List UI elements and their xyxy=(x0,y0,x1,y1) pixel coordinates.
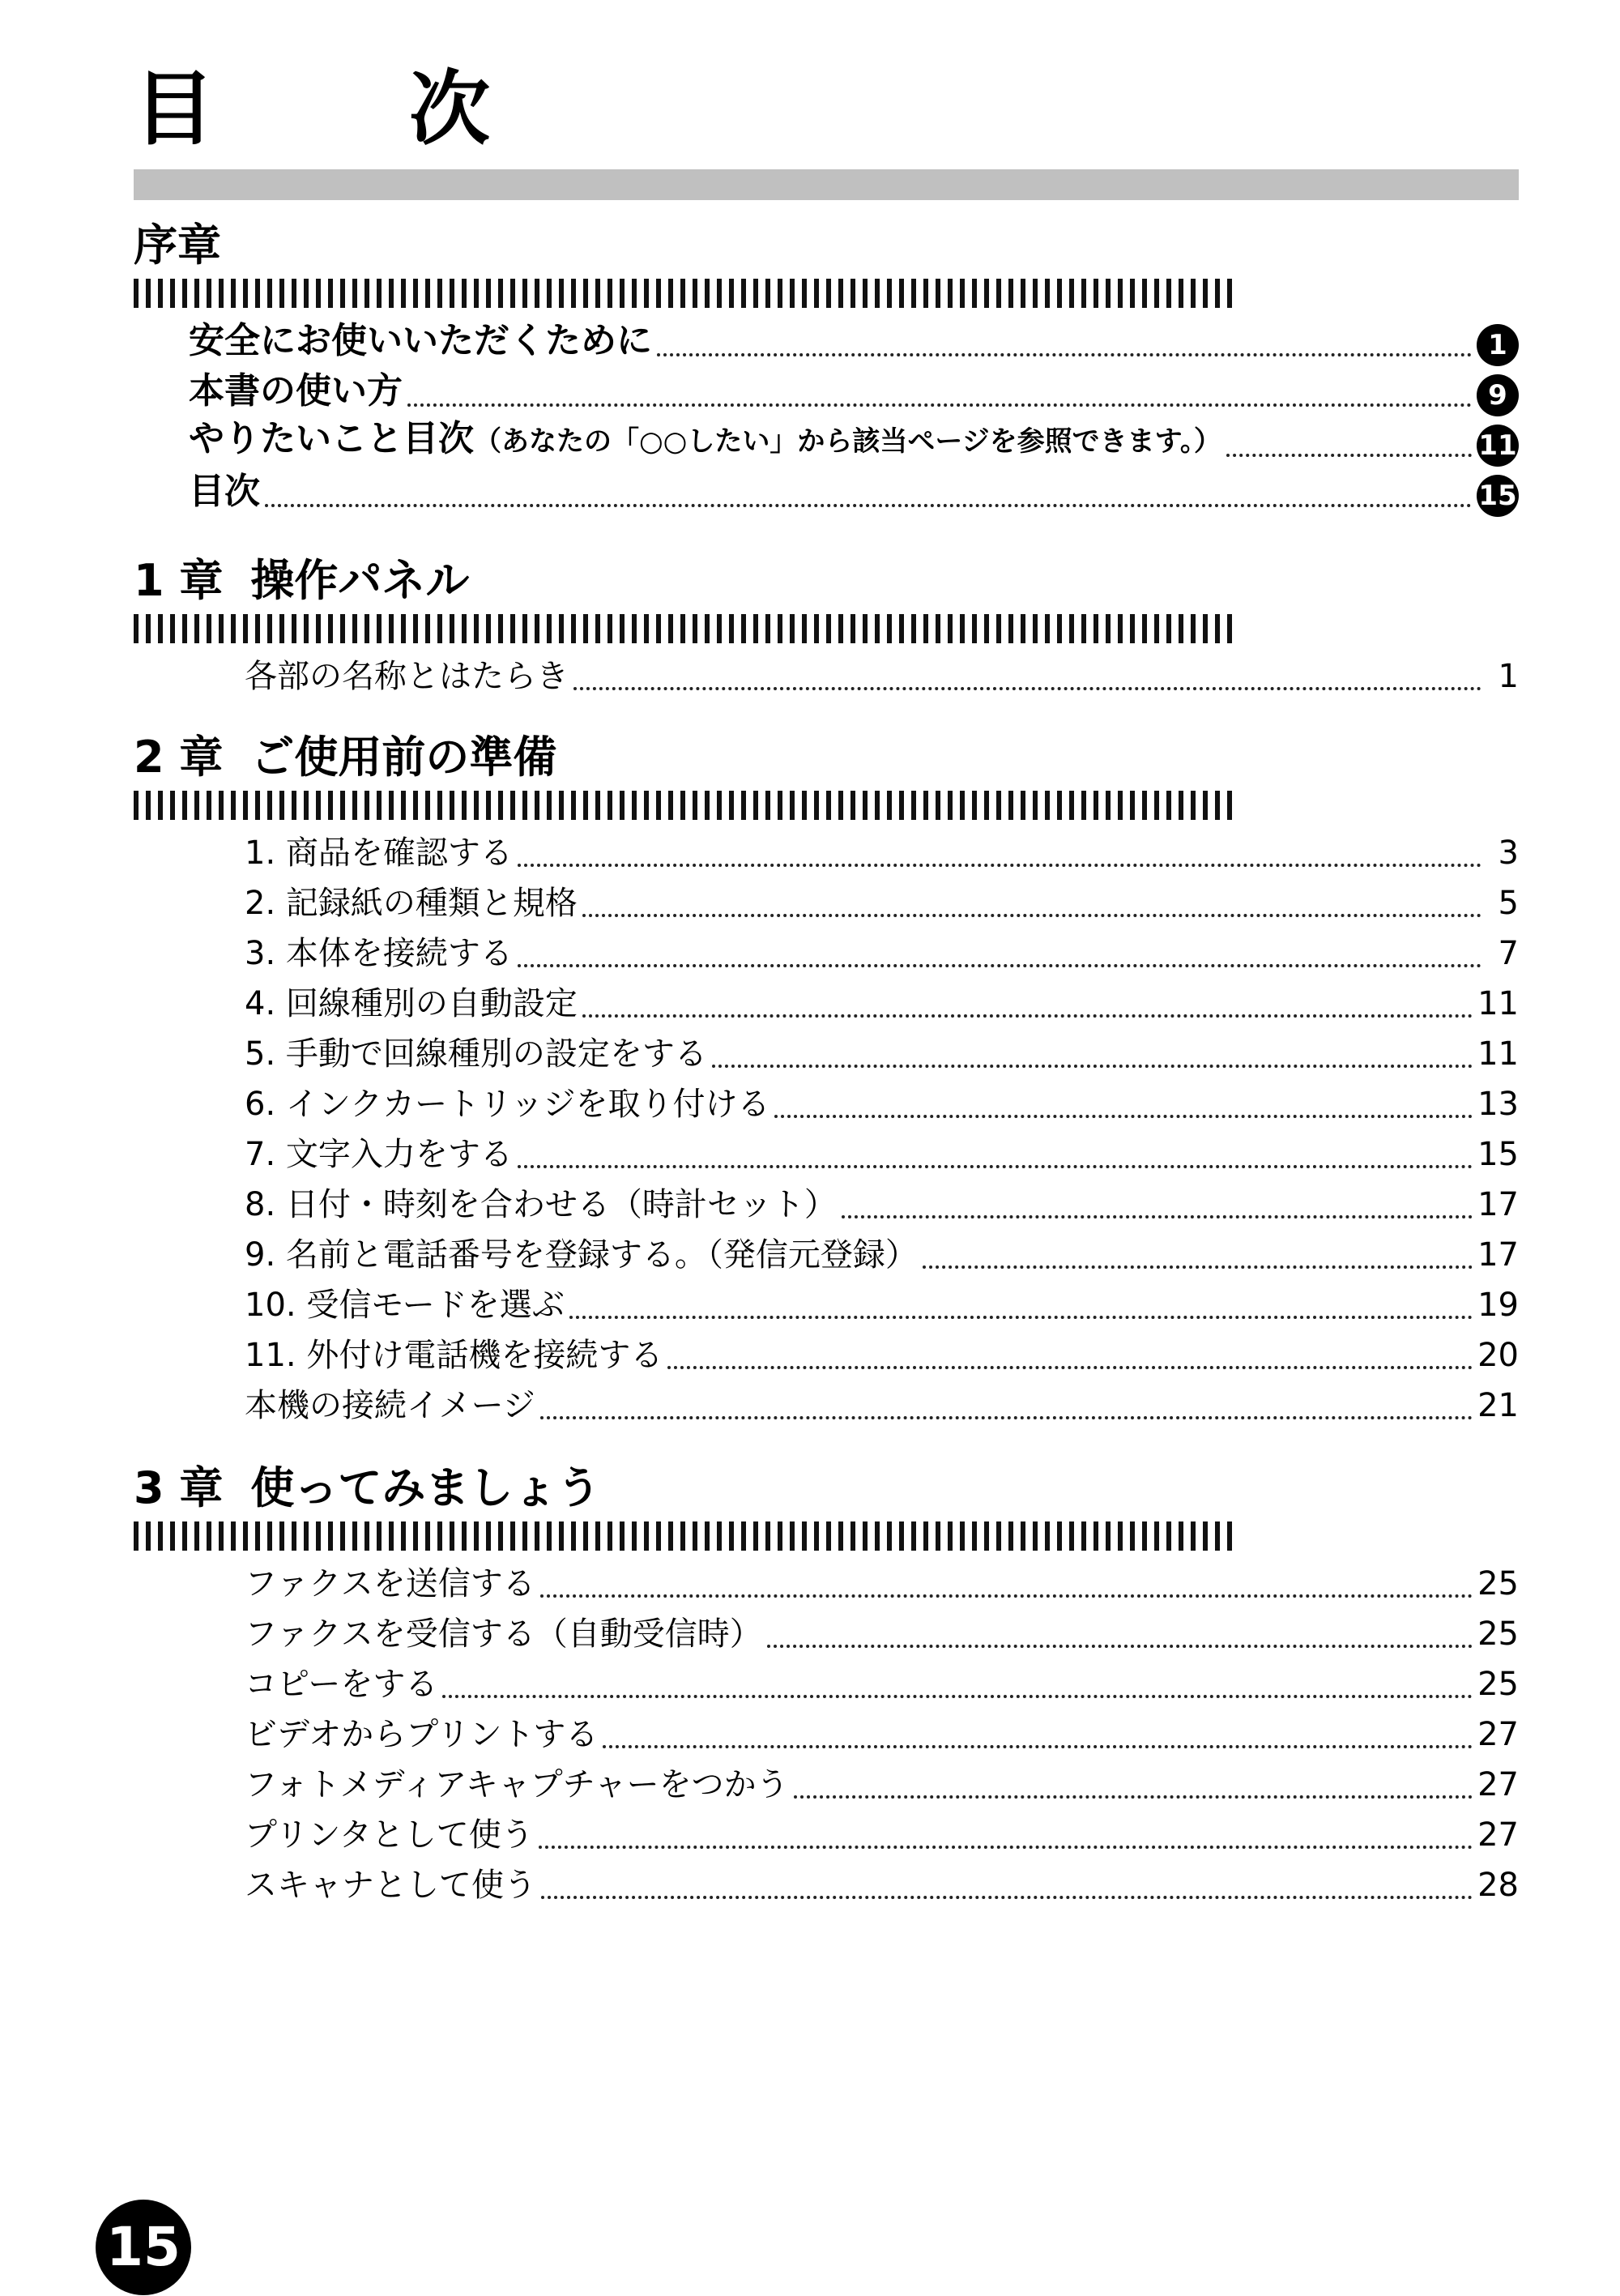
toc-item-page: 25 xyxy=(1477,1666,1519,1703)
toc-item[interactable] xyxy=(245,1029,1519,1079)
toc-item-page: 13 xyxy=(1477,1086,1519,1123)
chapter-heading xyxy=(134,729,1519,786)
toc-item-label: 10. 受信モードを選ぶ xyxy=(245,1287,565,1324)
toc-item[interactable] xyxy=(245,1180,1519,1230)
dot-leader xyxy=(794,1795,1473,1799)
chapter-heading xyxy=(134,1460,1519,1517)
dot-leader xyxy=(667,1366,1473,1369)
toc-item-label: 8. 日付・時刻を合わせる（時計セット） xyxy=(245,1186,837,1223)
toc-item-label: プリンタとして使う xyxy=(245,1816,534,1854)
toc-item-page: 28 xyxy=(1477,1867,1519,1904)
dot-leader xyxy=(657,353,1472,356)
chapter-heading xyxy=(134,553,1519,609)
toc-item-label: 3. 本体を接続する xyxy=(245,935,513,972)
toc-item-page: 3 xyxy=(1498,834,1519,872)
toc-item-page: 21 xyxy=(1477,1387,1519,1424)
dot-leader xyxy=(541,1896,1473,1899)
toc-item-label: 5. 手動で回線種別の設定をする xyxy=(245,1035,707,1073)
section-chapter-3 xyxy=(134,1460,1519,1910)
dot-leader xyxy=(923,1265,1473,1269)
toc-item-label: 本機の接続イメージ xyxy=(245,1387,535,1424)
toc-item-page: 1 xyxy=(1477,324,1519,366)
toc-item-page: 27 xyxy=(1477,1816,1519,1854)
toc-item[interactable] xyxy=(245,1659,1519,1709)
toc-item[interactable] xyxy=(189,416,1519,467)
toc-item-page: 7 xyxy=(1498,935,1519,972)
chapter-title: 操作パネル xyxy=(250,555,470,606)
toc-item[interactable] xyxy=(245,1810,1519,1860)
toc-item-page: 11 xyxy=(1477,425,1519,467)
chapter-number: 2 章 xyxy=(134,732,224,783)
page-title: 目 次 xyxy=(134,62,547,156)
toc-item-page: 20 xyxy=(1477,1337,1519,1374)
toc-item-label: 4. 回線種別の自動設定 xyxy=(245,985,578,1022)
toc-item-label: 各部の名称とはたらき xyxy=(245,658,569,695)
toc-item-page: 15 xyxy=(1477,1136,1519,1173)
toc-item[interactable] xyxy=(245,1709,1519,1760)
toc-item-label: 9. 名前と電話番号を登録する。（発信元登録） xyxy=(245,1236,918,1274)
dot-leader xyxy=(265,504,1472,507)
toc-item[interactable] xyxy=(245,1079,1519,1129)
toc-item-label: フォトメディアキャプチャーをつかう xyxy=(245,1766,789,1803)
toc-item-label: スキャナとして使う xyxy=(245,1867,536,1904)
dot-leader xyxy=(518,964,1481,967)
toc-item-page: 19 xyxy=(1477,1287,1519,1324)
dot-leader xyxy=(582,914,1481,917)
title-bar xyxy=(134,169,1519,200)
dot-leader xyxy=(1226,454,1472,457)
chapter-number: 1 章 xyxy=(134,555,224,606)
toc-item[interactable] xyxy=(245,1129,1519,1180)
dot-leader xyxy=(442,1695,1473,1698)
toc-item-page: 25 xyxy=(1477,1615,1519,1653)
toc-item-label: 7. 文字入力をする xyxy=(245,1136,513,1173)
toc-item-label: ファクスを送信する xyxy=(245,1565,535,1603)
toc-item-label: 1. 商品を確認する xyxy=(245,834,513,872)
toc-item[interactable] xyxy=(245,828,1519,878)
toc-item-label: 2. 記録紙の種類と規格 xyxy=(245,885,578,922)
toc-item-note: （あなたの「○○したい」から該当ページを参照できます。） xyxy=(474,425,1221,458)
toc-item-page: 17 xyxy=(1477,1236,1519,1274)
dot-leader xyxy=(842,1215,1473,1218)
section-intro xyxy=(134,217,1519,517)
dot-leader xyxy=(767,1645,1473,1648)
section-heading: 序章 xyxy=(134,220,221,271)
toc-item-label: 安全にお使いいただくために xyxy=(189,320,652,361)
dot-leader xyxy=(518,1165,1473,1168)
chapter-title: 使ってみましょう xyxy=(250,1462,601,1513)
toc-item-label: ファクスを受信する（自動受信時） xyxy=(245,1615,762,1653)
toc-item-page: 1 xyxy=(1498,658,1519,695)
dot-leader xyxy=(582,1014,1473,1018)
toc-item-page: 15 xyxy=(1477,475,1519,517)
toc-item[interactable] xyxy=(245,1760,1519,1810)
toc-item[interactable] xyxy=(245,1559,1519,1609)
dot-leader xyxy=(540,1416,1473,1419)
toc-item-page: 17 xyxy=(1477,1186,1519,1223)
section-chapter-2 xyxy=(134,729,1519,1431)
toc-item-page: 25 xyxy=(1477,1565,1519,1603)
dot-leader xyxy=(518,864,1481,867)
toc-item[interactable] xyxy=(189,316,1519,366)
dot-leader xyxy=(774,1115,1473,1118)
dot-leader xyxy=(539,1846,1473,1849)
toc-item[interactable] xyxy=(245,1330,1519,1381)
chapter-number: 3 章 xyxy=(134,1462,224,1513)
toc-item-page: 5 xyxy=(1498,885,1519,922)
toc-item-label xyxy=(189,414,1221,467)
section-stripe xyxy=(134,791,1235,820)
toc-item[interactable] xyxy=(245,1860,1519,1910)
toc-item[interactable] xyxy=(245,928,1519,979)
toc-item-page: 11 xyxy=(1477,1035,1519,1073)
section-stripe xyxy=(134,279,1235,308)
toc-item[interactable] xyxy=(245,1230,1519,1280)
dot-leader xyxy=(712,1065,1473,1068)
toc-item[interactable] xyxy=(245,1381,1519,1431)
dot-leader xyxy=(569,1316,1473,1319)
page-number-badge: 15 xyxy=(96,2200,191,2295)
toc-item[interactable] xyxy=(245,1280,1519,1330)
toc-item-page: 27 xyxy=(1477,1766,1519,1803)
section-stripe xyxy=(134,1521,1235,1551)
dot-leader xyxy=(540,1594,1473,1598)
section-stripe xyxy=(134,614,1235,643)
toc-item-label: コピーをする xyxy=(245,1666,438,1703)
toc-item[interactable] xyxy=(245,878,1519,928)
toc-item-page: 27 xyxy=(1477,1716,1519,1753)
toc-item[interactable] xyxy=(189,467,1519,517)
toc-item[interactable] xyxy=(245,979,1519,1029)
toc-item-label-main: やりたいこと目次 xyxy=(189,418,474,459)
toc-item[interactable] xyxy=(189,366,1519,416)
toc-item-page: 9 xyxy=(1477,374,1519,416)
toc-item-label: 6. インクカートリッジを取り付ける xyxy=(245,1086,770,1123)
toc-item[interactable] xyxy=(245,651,1519,702)
toc-item-label: ビデオからプリントする xyxy=(245,1716,599,1753)
dot-leader xyxy=(603,1745,1473,1748)
toc-item-label: 目次 xyxy=(189,471,260,512)
toc-item-label: 11. 外付け電話機を接続する xyxy=(245,1337,663,1374)
toc-item-label: 本書の使い方 xyxy=(189,370,403,412)
toc-item[interactable] xyxy=(245,1609,1519,1659)
dot-leader xyxy=(407,403,1472,407)
section-chapter-1 xyxy=(134,553,1519,702)
dot-leader xyxy=(573,687,1481,690)
toc-item-page: 11 xyxy=(1477,985,1519,1022)
chapter-title: ご使用前の準備 xyxy=(250,732,557,783)
